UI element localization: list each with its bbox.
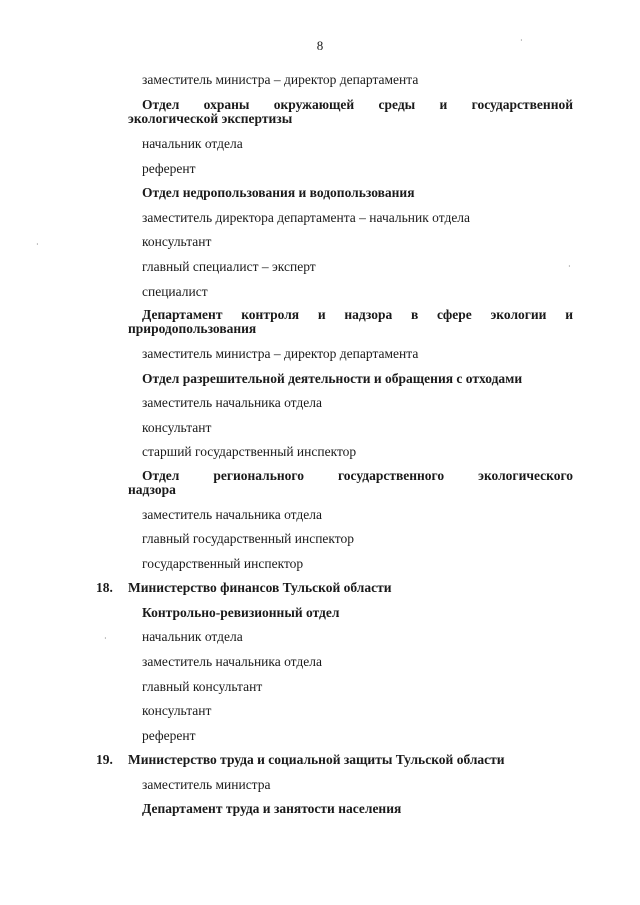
position-line: заместитель директора департамента – начальник отдела [142, 210, 471, 225]
position-line: заместитель начальника отдела [142, 654, 322, 669]
position-line: консультант [142, 703, 212, 718]
position-line: государственный инспектор [142, 556, 304, 571]
position-line: специалист [142, 284, 208, 299]
position-line: консультант [142, 234, 212, 249]
position-line: главный консультант [142, 679, 263, 694]
position-line: референт [142, 728, 196, 743]
heading-line-2: надзора [128, 482, 176, 497]
section-heading: Контрольно-ревизионный отдел [142, 605, 340, 620]
position-line: начальник отдела [142, 629, 243, 644]
item-number: 18. [96, 580, 113, 595]
position-line: заместитель начальника отдела [142, 507, 322, 522]
position-line: референт [142, 161, 196, 176]
position-line: главный государственный инспектор [142, 531, 355, 546]
ministry-heading: Министерство финансов Тульской области [128, 580, 392, 595]
scan-speck: · [104, 634, 107, 643]
heading-line-1: Департамент контроля и надзора в сфере экологии и [142, 307, 573, 322]
heading-line-1: Отдел охраны окружающей среды и государственной [142, 97, 573, 112]
scan-speck: · [568, 262, 571, 271]
item-number: 19. [96, 752, 113, 767]
heading-line-2: природопользования [128, 321, 257, 336]
position-line: старший государственный инспектор [142, 444, 357, 459]
position-line: заместитель министра – директор департамента [142, 346, 419, 361]
section-heading: Отдел разрешительной деятельности и обращения с отходами [142, 371, 523, 386]
heading-line-2: экологической экспертизы [128, 111, 293, 126]
section-heading: Департамент труда и занятости населения [142, 801, 402, 816]
heading-line-1: Отдел регионального государственного экологического [142, 468, 573, 483]
section-heading [128, 98, 573, 126]
position-line: главный специалист – эксперт [142, 259, 316, 274]
position-line: начальник отдела [142, 136, 243, 151]
page-number: 8 [316, 38, 324, 53]
scan-speck: · [520, 36, 523, 45]
ministry-heading: Министерство труда и социальной защиты Тульской области [128, 752, 505, 767]
position-line: заместитель министра [142, 777, 271, 792]
department-heading [128, 308, 573, 336]
position-line: заместитель министра – директор департамента [142, 72, 419, 87]
position-line: консультант [142, 420, 212, 435]
section-heading: Отдел недропользования и водопользования [142, 185, 415, 200]
section-heading [128, 469, 573, 497]
position-line: заместитель начальника отдела [142, 395, 322, 410]
scan-speck: · [36, 240, 39, 249]
